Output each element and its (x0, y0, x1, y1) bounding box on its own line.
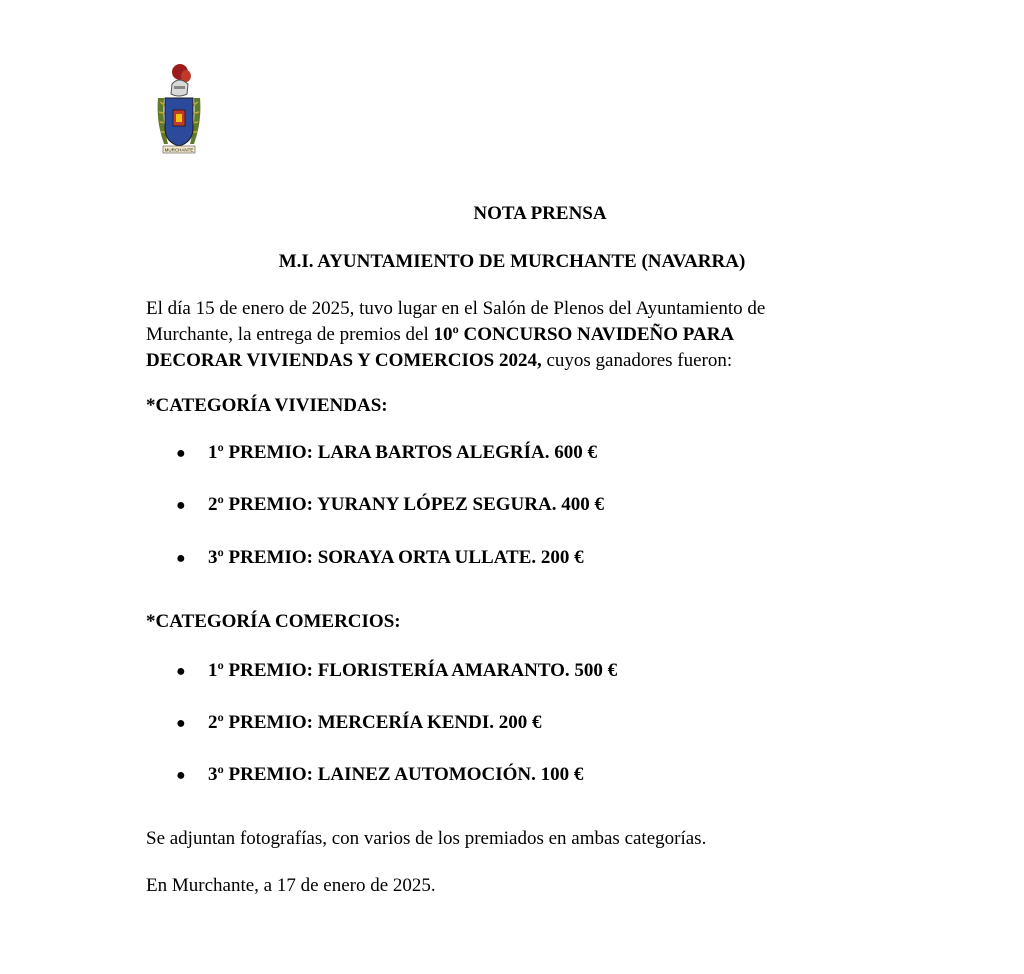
bullet-icon: ● (176, 445, 186, 462)
intro-text-1: El día 15 de enero de 2025, tuvo lugar en el Salón de Plenos del Ayuntamiento de Murchante, la entrega de premios del (146, 298, 766, 345)
prize-text: 1º PREMIO: FLORISTERÍA AMARANTO. 500 € (208, 660, 618, 681)
prize-text: 3º PREMIO: LAINEZ AUTOMOCIÓN. 100 € (208, 764, 584, 785)
prize-text: 3º PREMIO: SORAYA ORTA ULLATE. 200 € (208, 547, 584, 568)
murchante-coat-of-arms-icon (154, 62, 204, 154)
prize-item (176, 711, 542, 736)
category-heading: *CATEGORÍA VIVIENDAS: (146, 395, 388, 416)
prize-item (176, 441, 597, 466)
bullet-icon: ● (176, 663, 186, 680)
crest-caption: MURCHANTE (164, 147, 194, 153)
prize-item (176, 659, 617, 684)
bullet-icon: ● (176, 550, 186, 567)
prize-text: 1º PREMIO: LARA BARTOS ALEGRÍA. 600 € (208, 442, 597, 463)
page-title: NOTA PRENSA (473, 203, 607, 224)
prize-text: 2º PREMIO: MERCERÍA KENDI. 200 € (208, 712, 542, 733)
attachment-note: Se adjuntan fotografías, con varios de los premiados en ambas categorías. (146, 828, 707, 849)
category-heading: *CATEGORÍA COMERCIOS: (146, 611, 401, 632)
bullet-icon: ● (176, 715, 186, 732)
bullet-icon: ● (176, 497, 186, 514)
signature-line: En Murchante, a 17 de enero de 2025. (146, 875, 436, 896)
prize-item (176, 763, 583, 788)
intro-contest-name: 10º CONCURSO NAVIDEÑO PARA DECORAR VIVIENDAS Y COMERCIOS 2024, (146, 324, 734, 371)
prize-item (176, 546, 584, 571)
intro-paragraph (146, 296, 826, 374)
page-subtitle: M.I. AYUNTAMIENTO DE MURCHANTE (NAVARRA) (278, 251, 746, 272)
bullet-icon: ● (176, 767, 186, 784)
prize-text: 2º PREMIO: YURANY LÓPEZ SEGURA. 400 € (208, 494, 604, 515)
intro-text-2: cuyos ganadores fueron: (541, 350, 733, 371)
prize-item (176, 493, 604, 518)
